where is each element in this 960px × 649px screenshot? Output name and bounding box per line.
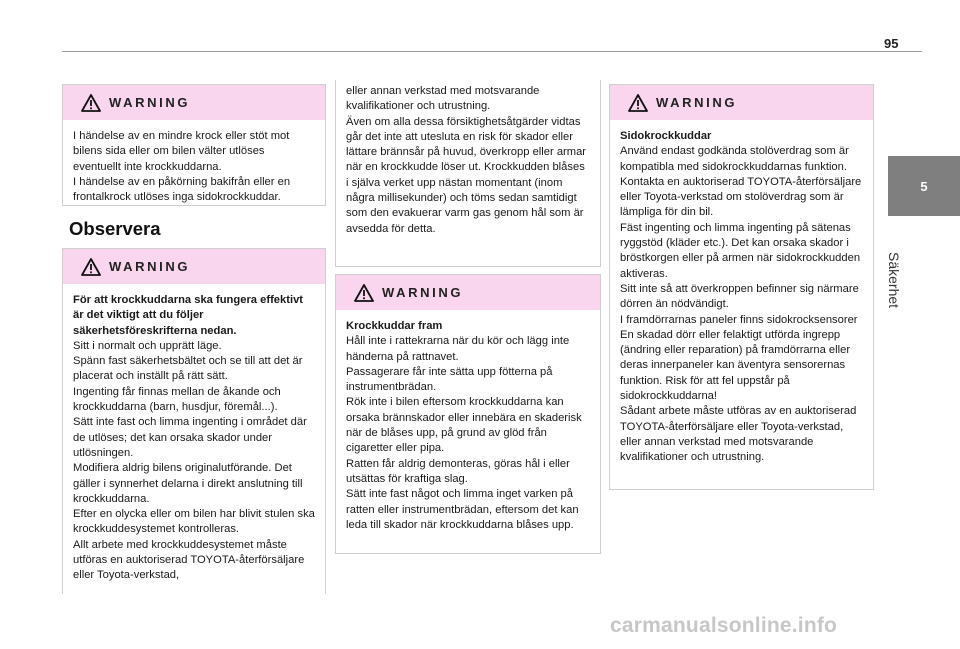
warning-line: Håll inte i rattekrarna när du kör och lägg inte händerna på rattnavet. [346, 335, 570, 363]
warning-label: WARNING [656, 95, 738, 110]
warning-line: Spänn fast säkerhetsbältet och se till att det är placerat och inställt på rätt sätt. [73, 355, 303, 383]
warning-body [63, 120, 325, 205]
warning-line: Sådant arbete måste utföras av en auktoriserad TOYOTA-återförsäljare eller Toyota-verkstad, eller annan verkstad med motsvarande kvalifikationer och utrustning. [620, 405, 857, 464]
warning-line: Modifiera aldrig bilens originalutförande. Det gäller i synnerhet delarna i direkt anslutning till krockkuddarna. [73, 462, 303, 505]
warning-box-minor-collision [62, 84, 326, 206]
warning-intro: För att krockkuddarna ska fungera effektivt är det viktigt att du följer säkerhetsföreskrifterna nedan. [73, 294, 304, 337]
chapter-tab[interactable] [888, 156, 960, 216]
watermark: carmanualsonline.info [610, 614, 838, 637]
warning-line: Sätt inte fast något och limma inget varken på ratten eller instrumentbrädan, eftersom det kan leda till skador när krockkuddarna blåses upp. [346, 488, 579, 531]
warning-header [336, 275, 600, 310]
warning-header [63, 249, 325, 284]
warning-line: En skadad dörr eller felaktigt utförda ingrepp (ändring eller reparation) på framdörrarna eller deras innerpaneler kan äventyra sensorernas funktion. Risk för att fel uppstår på sidokrockkuddarna! [620, 328, 851, 403]
warning-body [63, 284, 325, 584]
warning-line: I händelse av en mindre krock eller stöt mot bilens sida eller om bilen välter utlöses eventuellt inte krockkuddarna. [73, 130, 290, 173]
continuation-line: eller annan verkstad med motsvarande kvalifikationer och utrustning. [346, 85, 540, 113]
continuation-line: Även om alla dessa försiktighetsåtgärder vidtas går det inte att utesluta en risk för skador eller lättare brännsår på huvud, överkropp eller armar när en krockkudde löser ut. Krockkudden blåses i själva verket upp nästan momentant (inom några millisekunder) och töms sedan samtidigt som den evakuerar varm gas genom hål som är avsedda för detta. [346, 115, 587, 235]
chapter-number: 5 [920, 178, 928, 194]
continuation-body [336, 80, 600, 237]
warning-line: I händelse av en påkörning bakifrån eller en frontalkrock utlöses inga sidokrockkuddar. [73, 175, 291, 204]
warning-box-side-airbags [609, 84, 874, 490]
section-heading: Observera [69, 218, 161, 239]
warning-line: Ingenting får finnas mellan de åkande och krockkuddarna (barn, husdjur, föremål...). [73, 385, 281, 414]
warning-triangle-icon [81, 94, 101, 112]
warning-triangle-icon [628, 94, 648, 112]
warning-header [63, 85, 325, 120]
warning-line: I framdörrarnas paneler finns sidokrocksensorer [620, 313, 858, 326]
warning-label: WARNING [109, 95, 191, 110]
warning-line: Fäst ingenting och limma ingenting på sätenas ryggstöd (kläder etc.). Det kan orsaka skador i bröstkorgen eller på armen när sidokrockkudden aktiveras. [620, 221, 861, 280]
warning-header [610, 85, 873, 120]
warning-line: Passagerare får inte sätta upp fötterna på instrumentbrädan. [346, 365, 553, 394]
warning-body [336, 310, 600, 533]
warning-triangle-icon [81, 258, 101, 276]
warning-line: Sitt inte så att överkroppen befinner sig närmare dörren än nödvändigt. [620, 282, 859, 311]
warning-box-front-airbags [335, 274, 601, 554]
warning-label: WARNING [382, 285, 464, 300]
warning-line: Efter en olycka eller om bilen har blivit stulen ska krockkuddesystemet kontrolleras. [73, 508, 315, 536]
warning-box-airbag-safety [62, 248, 326, 594]
continuation-box [335, 80, 601, 267]
chapter-title-wrap [884, 252, 920, 342]
chapter-title: Säkerhet [886, 252, 902, 309]
header-rule [62, 51, 922, 52]
warning-line: Allt arbete med krockkuddesystemet måste utföras en auktoriserad TOYOTA-återförsäljare eller Toyota-verkstad, [73, 538, 305, 582]
warning-body [610, 120, 873, 466]
warning-intro: Sidokrockkuddar [620, 130, 712, 142]
warning-label: WARNING [109, 259, 191, 274]
warning-line: Använd endast godkända stolöverdrag som är kompatibla med sidokrockkuddarnas funktion. Kontakta en auktoriserad TOYOTA-återförsäljare eller Toyota-verkstad om stolöverdrag som är lämpliga för din bil. [620, 145, 862, 219]
warning-intro: Krockkuddar fram [346, 320, 443, 332]
warning-line: Ratten får aldrig demonteras, göras hål i eller utsättas för kraftiga slag. [346, 457, 570, 485]
warning-triangle-icon [354, 284, 374, 302]
warning-line: Rök inte i bilen eftersom krockkuddarna kan orsaka brännskador eller innebära en skaderisk när de blåses upp, på grund av glöd från cigaretter eller pipa. [346, 396, 582, 455]
warning-line: Sätt inte fast och limma ingenting i området där de utlöses; det kan orsaka skador under utlösningen. [73, 416, 307, 459]
warning-line: Sitt i normalt och upprätt läge. [73, 339, 222, 352]
page-number: 95 [884, 36, 899, 51]
